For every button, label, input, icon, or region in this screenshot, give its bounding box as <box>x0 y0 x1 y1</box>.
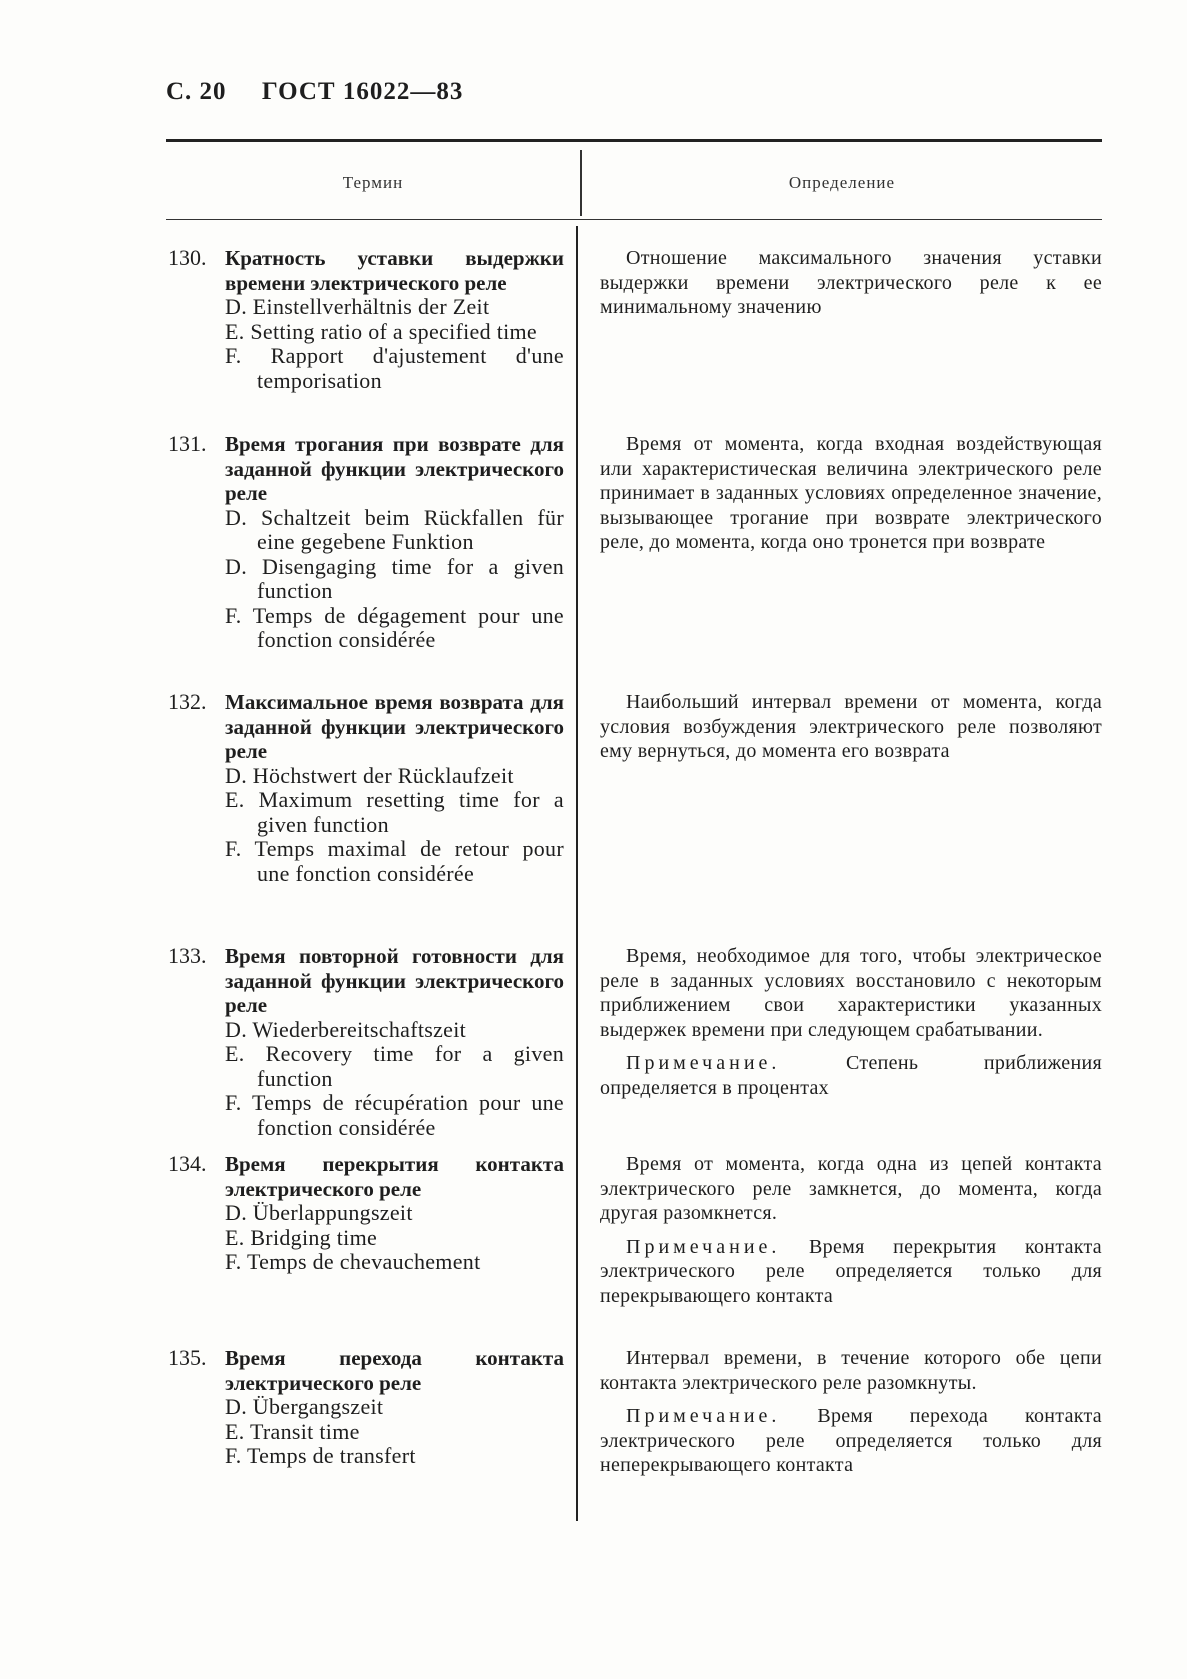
term-french: F. Rapport d'ajustement d'une temporisation <box>225 343 564 393</box>
term-english: E. Setting ratio of a specified time <box>225 318 537 344</box>
term-english: E. Bridging time <box>225 1224 378 1250</box>
definition-note <box>600 1235 1102 1309</box>
term-title: Кратность уставки выдержки времени электрического реле <box>225 246 564 295</box>
definition-cell <box>600 944 1102 1100</box>
term-number: 130. <box>168 245 207 270</box>
term-english: E. Recovery time for a given function <box>225 1041 564 1091</box>
term-german: D. Überlappungszeit <box>225 1200 413 1225</box>
note-text: Время перехода контакта электрического реле определяется только для неперекрывающего контакта <box>600 1405 1102 1476</box>
definition-cell <box>600 432 1102 555</box>
column-divider <box>576 226 578 1521</box>
term-translations <box>225 295 564 393</box>
definition-text: Время, необходимое для того, чтобы электрическое реле в заданных условиях восстановило с некоторым приближением свои характеристики указанных выдержек времени при следующем срабатывании. <box>600 945 1102 1041</box>
note-label: Примечание. <box>626 1405 781 1427</box>
definition-text: Время от момента, когда входная воздействующая или характеристическая величина электрического реле принимает в заданных условиях определенное значение, вызывающее трогание при возврате электрического реле, до момента, когда оно тронется при возврате <box>600 433 1102 553</box>
term-title: Время трогания при возврате для заданной функции электрического реле <box>225 432 564 505</box>
definition-text: Интервал времени, в течение которого обе цепи контакта электрического реле разомкнуты. <box>600 1347 1102 1394</box>
term-german: D. Schaltzeit beim Rückfallen für eine gegebene Funktion <box>225 504 564 554</box>
term-french: F. Temps de dégagement pour une fonction considérée <box>225 602 564 652</box>
term-translations <box>225 764 564 887</box>
page-header <box>166 78 463 106</box>
term-translations <box>225 1395 564 1469</box>
top-rule <box>166 139 1102 142</box>
definition-note <box>600 1051 1102 1100</box>
page-number: С. 20 <box>166 78 227 105</box>
term-german: D. Wiederbereitschaftszeit <box>225 1016 467 1042</box>
term-number: 133. <box>168 943 207 968</box>
definition-text: Время от момента, когда одна из цепей контакта электрического реле замкнется, до момента, когда другая разомкнется. <box>600 1153 1102 1224</box>
term-number: 132. <box>168 689 207 714</box>
note-label: Примечание. <box>626 1235 781 1258</box>
term-cell <box>168 432 564 653</box>
term-french: F. Temps maximal de retour pour une fonction considérée <box>225 836 564 886</box>
term-translations <box>225 1018 564 1141</box>
term-title: Время повторной готовности для заданной функции электрического реле <box>225 944 564 1017</box>
term-title: Время перекрытия контакта электрического реле <box>225 1152 564 1201</box>
term-german: D. Einstellverhältnis der Zeit <box>225 294 490 319</box>
term-french: F. Temps de chevauchement <box>225 1249 481 1274</box>
header-rule <box>166 219 1102 220</box>
definition-cell <box>600 1346 1102 1478</box>
column-header-definition: Определение <box>788 172 896 192</box>
term-english: D. Disengaging time for a given function <box>225 553 564 603</box>
term-french: F. Temps de transfert <box>225 1443 416 1468</box>
note-text: Время перекрытия контакта электрического реле определяется только для перекрывающего контакта <box>600 1235 1102 1307</box>
term-translations <box>225 1201 564 1275</box>
term-french: F. Temps de récupération pour une fonction considérée <box>225 1090 564 1140</box>
definition-cell <box>600 690 1102 764</box>
term-english: E. Transit time <box>225 1418 360 1444</box>
standard-code: ГОСТ 16022—83 <box>261 78 464 105</box>
term-cell <box>168 944 564 1140</box>
definition-cell <box>600 1152 1102 1308</box>
definition-text: Отношение максимального значения уставки выдержки времени электрического реле к ее минимальному значению <box>600 247 1102 318</box>
definition-text: Наибольший интервал времени от момента, когда условия возбуждения электрического реле позволяют ему вернуться, до момента его возврата <box>600 691 1102 762</box>
term-translations <box>225 506 564 653</box>
definition-note <box>600 1404 1102 1478</box>
term-number: 135. <box>168 1345 207 1370</box>
term-number: 131. <box>168 431 207 456</box>
note-label: Примечание. <box>626 1052 781 1074</box>
term-title: Максимальное время возврата для заданной функции электрического реле <box>225 690 564 763</box>
term-german: D. Höchstwert der Rücklaufzeit <box>225 762 514 788</box>
term-english: E. Maximum resetting time for a given function <box>225 787 564 837</box>
definition-cell <box>600 246 1102 320</box>
term-german: D. Übergangszeit <box>225 1394 384 1419</box>
term-cell <box>168 1346 564 1469</box>
term-number: 134. <box>168 1151 207 1176</box>
term-cell <box>168 690 564 886</box>
term-cell <box>168 1152 564 1275</box>
term-title: Время перехода контакта электрического реле <box>225 1346 564 1395</box>
term-cell <box>168 246 564 393</box>
column-header-term: Термин <box>342 172 404 192</box>
note-text: Степень приближения определяется в процентах <box>600 1052 1102 1099</box>
